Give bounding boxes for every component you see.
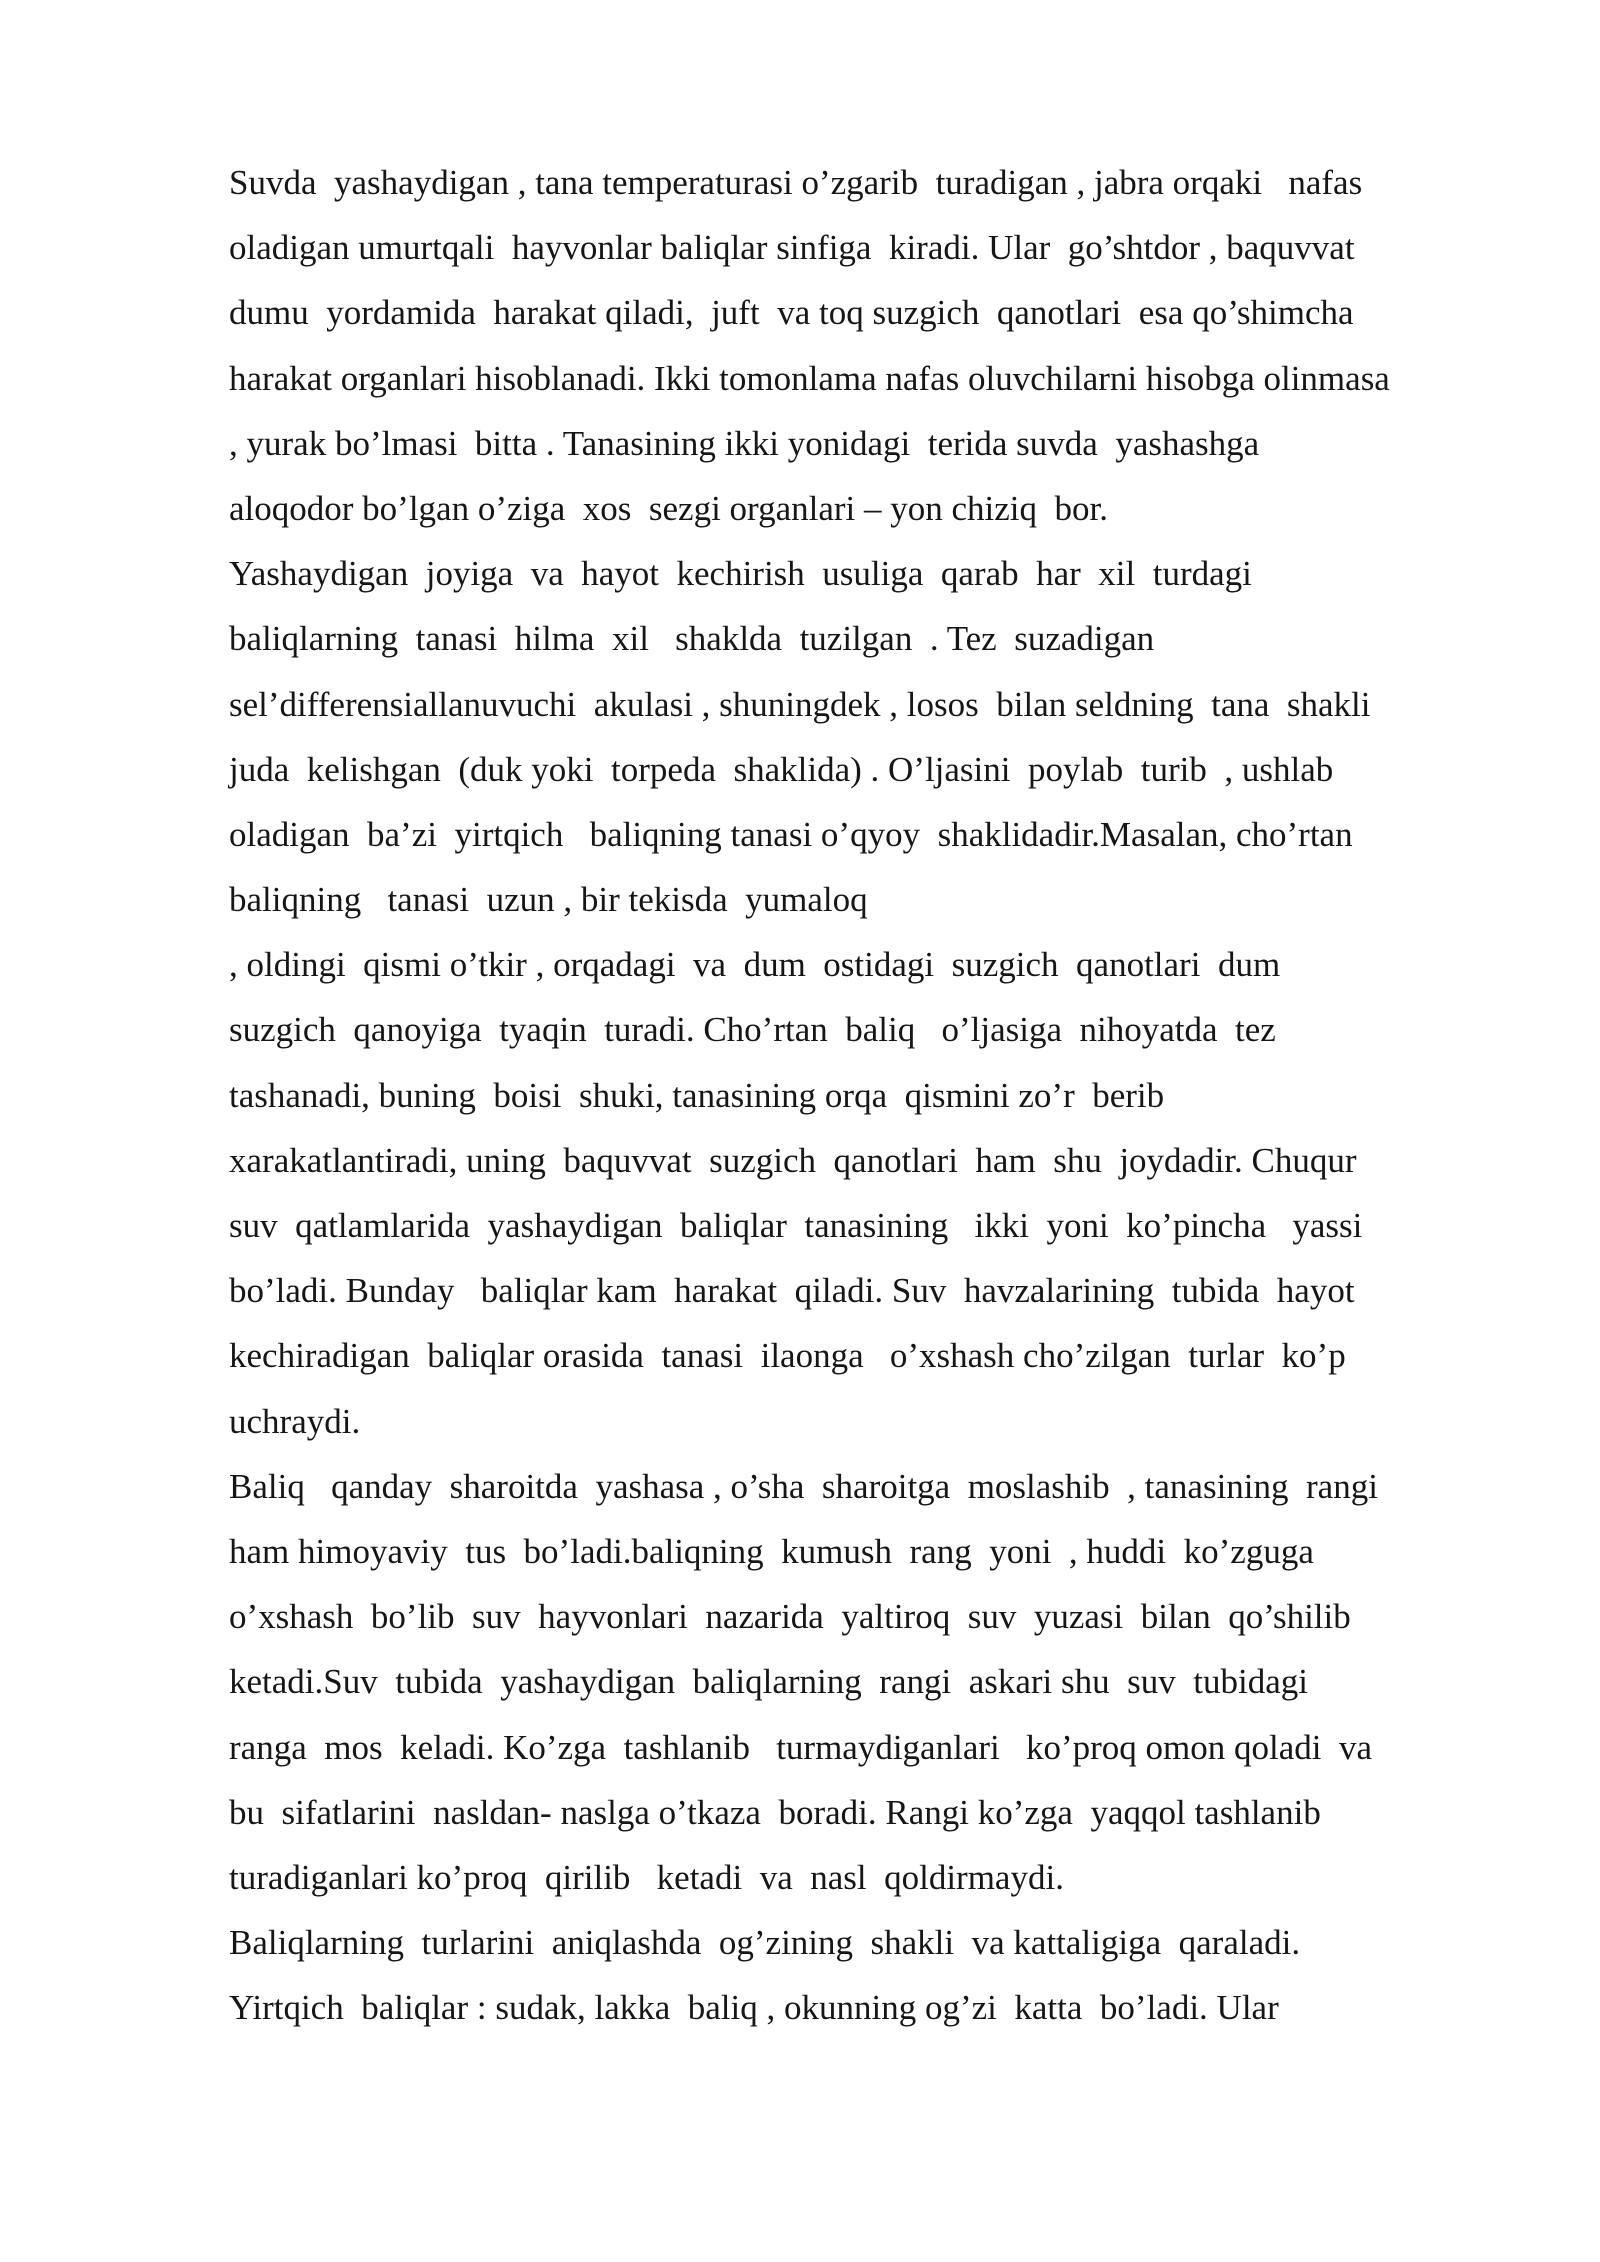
text-line: o’xshash bo’lib suv hayvonlari nazarida yaltiroq suv yuzasi bilan qo’shilib <box>229 1597 1351 1637</box>
text-line: Yirtqich baliqlar : sudak, lakka baliq , okunning og’zi katta bo’ladi. Ular <box>229 1988 1279 2028</box>
text-line: sel’differensiallanuvuchi akulasi , shuningdek , losos bilan seldning tana shakli <box>229 684 1371 724</box>
text-line: turadiganlari ko’proq qirilib ketadi va nasl qoldirmaydi. <box>229 1857 1064 1897</box>
text-line: ham himoyaviy tus bo’ladi.baliqning kumush rang yoni , huddi ko’zguga <box>229 1531 1314 1571</box>
text-line: baliqlarning tanasi hilma xil shaklda tuzilgan . Tez suzadigan <box>229 619 1155 659</box>
text-line: juda kelishgan (duk yoki torpeda shaklida) . O’ljasini poylab turib , ushlab <box>229 749 1334 789</box>
text-line: Suvda yashaydigan , tana temperaturasi o’zgarib turadigan , jabra orqaki nafas <box>229 163 1363 202</box>
text-line: oladigan umurtqali hayvonlar baliqlar sinfiga kiradi. Ular go’shtdor , baquvvat <box>229 228 1355 268</box>
text-line: , yurak bo’lmasi bitta . Tanasining ikki yonidagi terida suvda yashashga <box>229 423 1260 463</box>
text-line: tashanadi, buning boisi shuki, tanasining orqa qismini zo’r berib <box>229 1075 1165 1115</box>
text-line: baliqning tanasi uzun , bir tekisda yumaloq <box>229 880 868 920</box>
text-line: , oldingi qismi o’tkir , orqadagi va dum ostidagi suzgich qanotlari dum <box>229 945 1281 985</box>
text-line: Yashaydigan joyiga va hayot kechirish usuliga qarab har xil turdagi <box>229 554 1252 594</box>
text-line: Baliqlarning turlarini aniqlashda og’zining shakli va kattaligiga qaraladi. <box>229 1923 1301 1963</box>
text-line: xarakatlantiradi, uning baquvvat suzgich qanotlari ham shu joydadir. Chuqur <box>229 1140 1357 1180</box>
text-line: suzgich qanoyiga tyaqin turadi. Cho’rtan baliq o’ljasiga nihoyatda tez <box>229 1010 1276 1050</box>
text-line: ketadi.Suv tubida yashaydigan baliqlarning rangi askari shu suv tubidagi <box>229 1662 1308 1702</box>
text-line: dumu yordamida harakat qiladi, juft va toq suzgich qanotlari esa qo’shimcha <box>229 293 1354 333</box>
text-line: uchraydi. <box>229 1401 361 1441</box>
text-line: suv qatlamlarida yashaydigan baliqlar tanasining ikki yoni ko’pincha yassi <box>229 1206 1363 1245</box>
text-line: kechiradigan baliqlar orasida tanasi ilaonga o’xshash cho’zilgan turlar ko’p <box>229 1336 1346 1376</box>
text-line: aloqodor bo’lgan o’ziga xos sezgi organlari – yon chiziq bor. <box>229 488 1108 528</box>
text-line: oladigan ba’zi yirtqich baliqning tanasi o’qyoy shaklidadir.Masalan, cho’rtan <box>229 814 1353 854</box>
text-line: bo’ladi. Bunday baliqlar kam harakat qiladi. Suv havzalarining tubida hayot <box>229 1271 1355 1311</box>
text-line: bu sifatlarini nasldan- naslga o’tkaza boradi. Rangi ko’zga yaqqol tashlanib <box>229 1792 1321 1832</box>
body-text <box>229 150 1529 2040</box>
text-line: harakat organlari hisoblanadi. Ikki tomonlama nafas oluvchilarni hisobga olinmasa <box>229 358 1390 398</box>
text-line: Baliq qanday sharoitda yashasa , o’sha sharoitga moslashib , tanasining rangi <box>229 1466 1378 1506</box>
text-line: ranga mos keladi. Ko’zga tashlanib turmaydiganlari ko’proq omon qoladi va <box>229 1727 1373 1767</box>
